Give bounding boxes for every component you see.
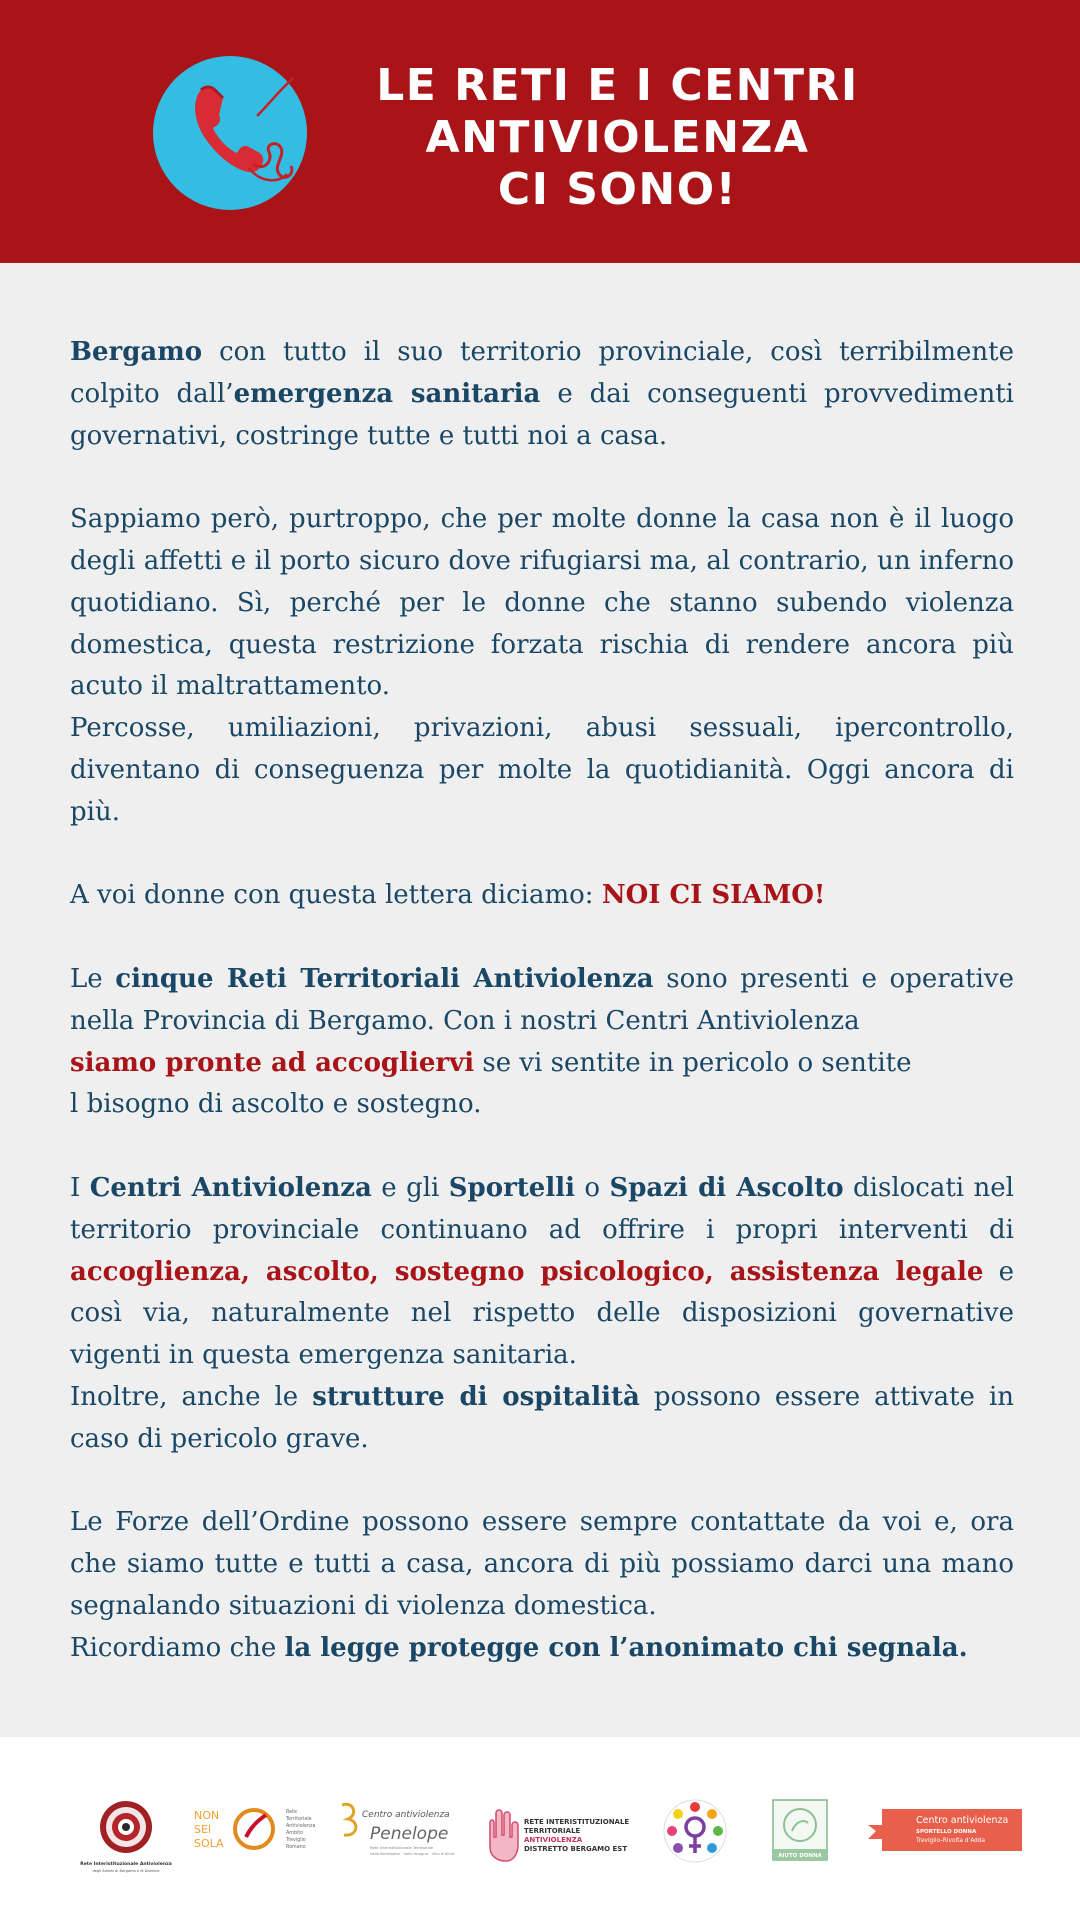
- logo-rete-bergamo-dalmine: [80, 1797, 172, 1877]
- paragraph-centri-antiviolenza: I Centri Antiviolenza e gli Sportelli o Spazi di Ascolto dislocati nel territorio provinciale continuano ad offrire i propri interventi di accoglienza, ascolto, sostegno psicologico, assistenza legale e così via, naturalmente nel rispetto delle disposizioni governative vigenti in questa emergenza sanitaria.: [70, 1172, 1014, 1371]
- logo-non-sei-sola: [190, 1805, 320, 1865]
- svg-text:Centro antiviolenza: Centro antiviolenza: [916, 1815, 1009, 1826]
- paragraph-noi-ci-siamo: A voi donne con questa lettera diciamo: NOI CI SIAMO!: [70, 880, 826, 911]
- paragraph-bergamo: Bergamo con tutto il suo territorio provinciale, così terribilmente colpito dall’emergenza sanitaria e dai conseguenti provvedimenti governativi, costringe tutte e tutti noi a casa.: [70, 337, 1014, 451]
- svg-text:Valle Brembana · Valle Imagna: Valle Brembana · Valle Imagna · Villa d’Almè: [370, 1851, 455, 1856]
- telephone-handset-icon: [153, 56, 307, 210]
- svg-text:DISTRETTO BERGAMO EST: DISTRETTO BERGAMO EST: [524, 1845, 628, 1853]
- paragraph-reti-territoriali: Le cinque Reti Territoriali Antiviolenza sono presenti e operative nella Provincia di Bergamo. Con i nostri Centri Antiviolenza: [70, 963, 1015, 1036]
- svg-text:Antiviolenza: Antiviolenza: [286, 1824, 316, 1829]
- svg-text:SPORTELLO DONNA: SPORTELLO DONNA: [916, 1829, 977, 1835]
- svg-text:Ambito: Ambito: [286, 1831, 304, 1836]
- page-title: LE RETI E I CENTRI ANTIVIOLENZA CI SONO!: [376, 60, 859, 215]
- paragraph-abuse: Percosse, umiliazioni, privazioni, abusi sessuali, ipercontrollo, diventano di conseguenza per molte la quotidianità. Oggi ancora di più.: [70, 713, 1014, 827]
- svg-text:Territoriale: Territoriale: [286, 1817, 312, 1822]
- svg-text:Rete Interistituzionale Antivi: Rete Interistituzionale Antiviolenza: [80, 1862, 172, 1867]
- logo-penelope: [334, 1797, 464, 1867]
- partner-logos-footer: [0, 1737, 1080, 1920]
- paragraph-home-not-safe: Sappiamo però, purtroppo, che per molte donne la casa non è il luogo degli affetti e il porto sicuro dove rifugiarsi ma, al contrario, un inferno quotidiano. Sì, perché per le donne che stanno subendo violenza domestica, questa restrizione forzata rischia di rendere ancora più acuto il maltrattamento.: [70, 504, 1014, 702]
- svg-text:SOLA: SOLA: [194, 1837, 224, 1850]
- svg-text:Romano: Romano: [286, 1845, 306, 1850]
- svg-text:Centro antiviolenza: Centro antiviolenza: [362, 1810, 450, 1820]
- svg-text:TERRITORIALE: TERRITORIALE: [524, 1827, 581, 1835]
- svg-text:Rete: Rete: [286, 1810, 297, 1815]
- svg-text:Treviglio–Rivolta d’Adda: Treviglio–Rivolta d’Adda: [916, 1838, 986, 1844]
- svg-text:SEI: SEI: [194, 1823, 212, 1836]
- logo-aiuto-donna: [772, 1799, 828, 1861]
- paragraph-bisogno: l bisogno di ascolto e sostegno.: [70, 1089, 482, 1120]
- logo-sportello-donna: [866, 1809, 1026, 1857]
- female-symbol-icon: [662, 1797, 728, 1867]
- paragraph-forze-ordine: Le Forze dell’Ordine possono essere sempre contattate da voi e, ora che siamo tutte e tutti a casa, ancora di più possiamo darci una mano segnalando situazioni di violenza domestica.: [70, 1507, 1014, 1621]
- logo-rete-donne-colori: [662, 1797, 728, 1867]
- paragraph-anonimato: Ricordiamo che la legge protegge con l’anonimato chi segnala.: [70, 1632, 968, 1663]
- svg-text:degli Ambiti di Bergamo e di D: degli Ambiti di Bergamo e di Dalmine: [92, 1869, 160, 1873]
- svg-text:Penelope: Penelope: [370, 1824, 449, 1844]
- svg-text:Treviglio: Treviglio: [286, 1838, 306, 1843]
- paragraph-strutture-ospitalita: Inoltre, anche le strutture di ospitalità possono essere attivate in caso di pericolo grave.: [70, 1381, 1014, 1454]
- svg-text:RETE INTERISTITUZIONALE: RETE INTERISTITUZIONALE: [524, 1818, 630, 1826]
- svg-text:AIUTO DONNA: AIUTO DONNA: [778, 1853, 822, 1859]
- emblem-icon: [80, 1797, 172, 1877]
- letter-body: [70, 332, 1014, 1670]
- logo-distretto-bergamo-est: [484, 1803, 634, 1863]
- title-banner: [0, 0, 1080, 263]
- svg-text:NON: NON: [194, 1809, 220, 1822]
- svg-text:Rete Interistituzionale Territ: Rete Interistituzionale Territoriale: [370, 1845, 434, 1850]
- svg-text:ANTIVIOLENZA: ANTIVIOLENZA: [524, 1836, 583, 1844]
- paragraph-accogliervi: siamo pronte ad accogliervi se vi sentite in pericolo o sentite: [70, 1047, 912, 1078]
